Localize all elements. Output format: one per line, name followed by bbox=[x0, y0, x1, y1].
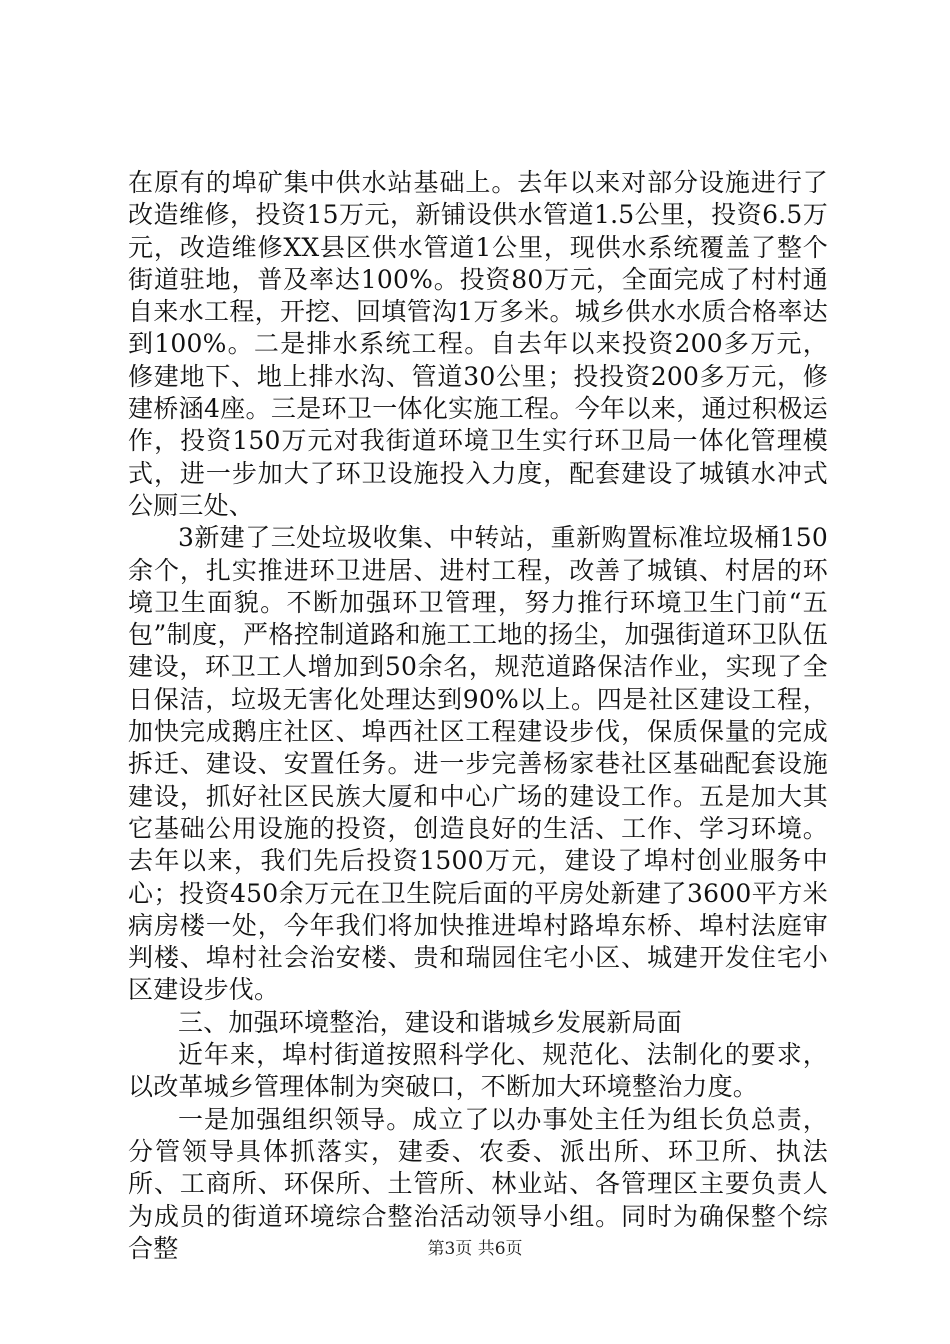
section-heading: 三、加强环境整治，建设和谐城乡发展新局面 bbox=[178, 1007, 683, 1037]
page-number: 第3页 共6页 bbox=[427, 1239, 523, 1259]
page-footer bbox=[0, 1238, 950, 1260]
paragraph-4: 一是加强组织领导。成立了以办事处主任为组长负总责，分管领导具体抓落实，建委、农委、派出所、环卫所、执法所、工商所、环保所、土管所、林业站、各管理区主要负责人为成员的街道环境综合整治活动领导小组。同时为确保整个综合整 bbox=[128, 1104, 828, 1263]
paragraph-3: 近年来，埠村街道按照科学化、规范化、法制化的要求，以改革城乡管理体制为突破口，不断加大环境整治力度。 bbox=[128, 1040, 828, 1102]
document-body bbox=[128, 167, 828, 1265]
paragraph-1: 在原有的埠矿集中供水站基础上。去年以来对部分设施进行了改造维修，投资15万元，新铺设供水管道1.5公里，投资6.5万元，改造维修XX县区供水管道1公里，现供水系统覆盖了整个街道驻地，普及率达100%。投资80万元，全面完成了村村通自来水工程，开挖、回填管沟1万多米。城乡供水水质合格率达到100%。二是排水系统工程。自去年以来投资200多万元，修建地下、地上排水沟、管道30公里；投投资200多万元，修建桥涵4座。三是环卫一体化实施工程。今年以来，通过积极运作，投资150万元对我街道环境卫生实行环卫局一体化管理模式，进一步加大了环卫设施投入力度，配套建设了城镇水冲式公厕三处、 bbox=[128, 168, 828, 520]
paragraph-2: 3新建了三处垃圾收集、中转站，重新购置标准垃圾桶150余个，扎实推进环卫进居、进村工程，改善了城镇、村居的环境卫生面貌。不断加强环卫管理，努力推行环境卫生门前“五包”制度，严格控制道路和施工工地的扬尘，加强街道环卫队伍建设，环卫工人增加到50余名，规范道路保洁作业，实现了全日保洁，垃圾无害化处理达到90%以上。四是社区建设工程，加快完成鹅庄社区、埠西社区工程建设步伐，保质保量的完成拆迁、建设、安置任务。进一步完善杨家巷社区基础配套设施建设，抓好社区民族大厦和中心广场的建设工作。五是加大其它基础公用设施的投资，创造良好的生活、工作、学习环境。去年以来，我们先后投资1500万元，建设了埠村创业服务中心；投资450余万元在卫生院后面的平房处新建了3600平方米病房楼一处，今年我们将加快推进埠村路埠东桥、埠村法庭审判楼、埠村社会治安楼、贵和瑞园住宅小区、城建开发住宅小区建设步伐。 bbox=[128, 523, 828, 1005]
